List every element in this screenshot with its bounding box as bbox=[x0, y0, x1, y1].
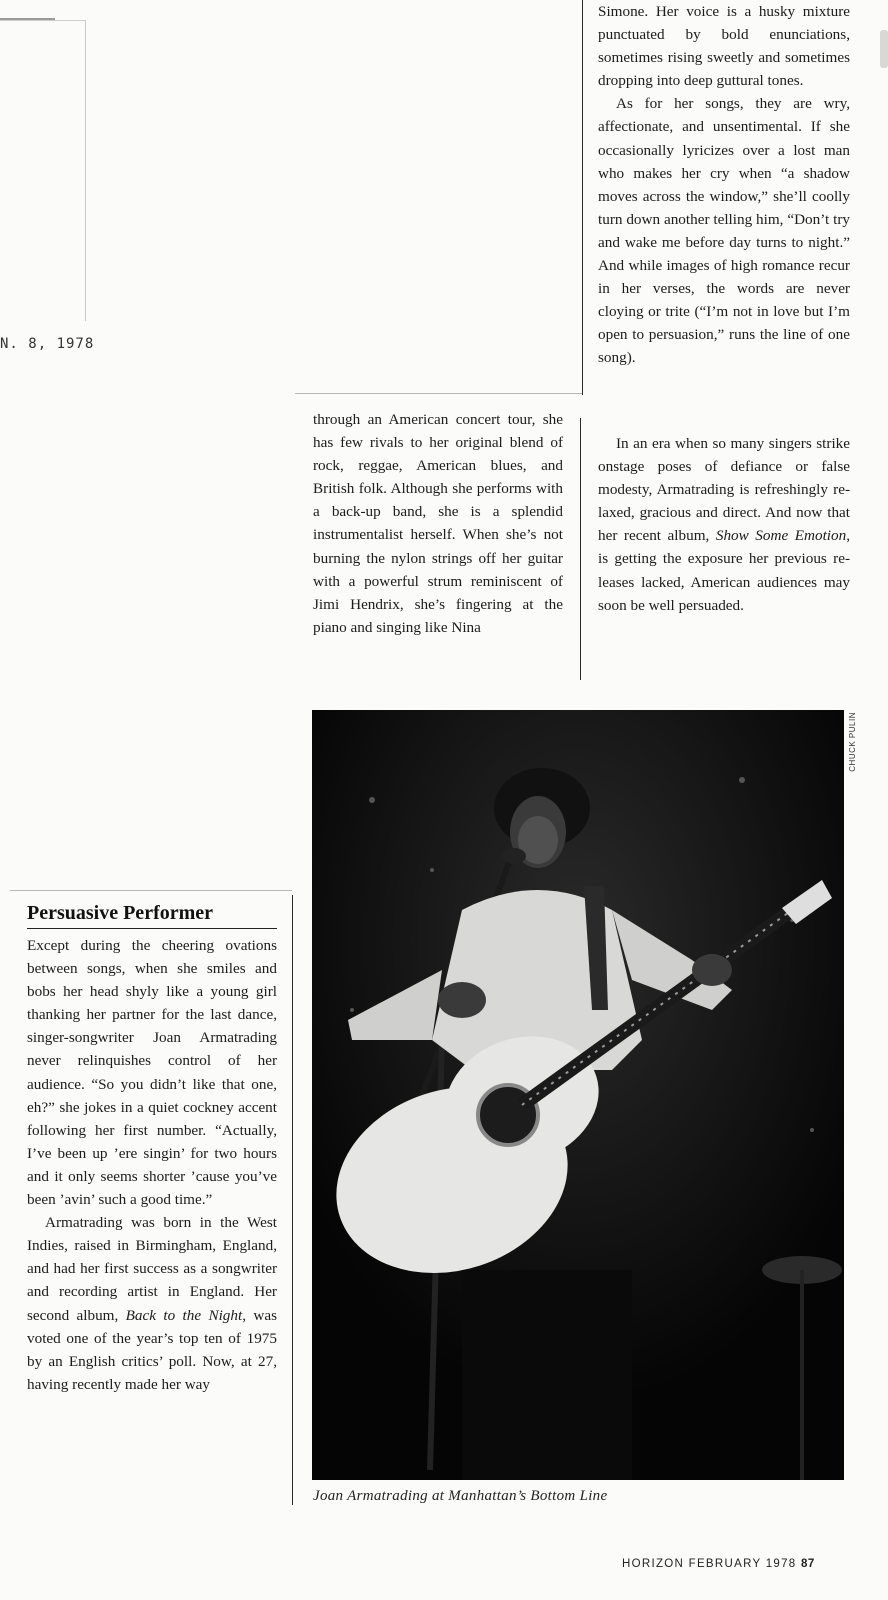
article-heading: Persuasive Performer bbox=[27, 900, 277, 929]
text-run: , was voted one of the year’s top ten of 1975 by an English critics’ poll. Now, at 27, having recently made her way bbox=[27, 1306, 277, 1393]
album-title: Show Some Emotion bbox=[715, 527, 847, 545]
performer-photo bbox=[312, 710, 844, 1480]
page-edge-mark bbox=[880, 30, 888, 68]
paragraph bbox=[27, 1211, 277, 1396]
paragraph: Simone. Her voice is a husky mixture punctuated by bold enunciations, sometimes rising sweetly and sometimes dropping into deep guttural tones. bbox=[598, 3, 850, 90]
paragraph: Except during the cheering ovations between songs, when she smiles and bobs her head shyly like a young girl thanking her partner for the last dance, singer-songwriter Joan Armatrading never relinquishes control of her audience. “So you didn’t like that one, eh?” she jokes in a quiet cockney accent following her first number. “Actually, I’ve been up ’ere singin’ for two hours and it only seems shorter ’cause you’ve been ’avin’ such a good time.” bbox=[27, 937, 277, 1209]
article-column-left bbox=[27, 934, 277, 1396]
paragraph: As for her songs, they are wry, affectionate, and unsentimental. If she occasionally lyricizes over a lost man who makes her cry when “a shadow moves across the window,” she’ll coolly turn down another telling him, “Don’t try and wake me before day turns to night.” And while images of high romance recur in her verses, the words are never cloying or trite (“I’m not in love but I’m open to persuasion,” runs the line of one song). bbox=[598, 95, 850, 367]
column-rule bbox=[292, 895, 293, 1505]
paragraph bbox=[598, 432, 850, 617]
page-number: 87 bbox=[801, 1558, 815, 1570]
handwritten-date: N. 8, 1978 bbox=[0, 336, 95, 352]
clipping-cut-line bbox=[10, 890, 292, 891]
clipping-outline bbox=[0, 20, 86, 321]
album-title: Back to the Night bbox=[125, 1306, 243, 1324]
column-rule bbox=[582, 0, 583, 395]
article-column-middle bbox=[313, 408, 563, 639]
publication-line: HORIZON FEBRUARY 1978 bbox=[622, 1558, 797, 1570]
clipping-cut-line bbox=[295, 393, 582, 394]
article-column-right-lower bbox=[598, 432, 850, 617]
page-folio bbox=[622, 1558, 815, 1570]
photo-caption: Joan Armatrading at Manhattan’s Bottom Line bbox=[313, 1488, 608, 1504]
article-column-right-top bbox=[598, 0, 850, 370]
column-rule bbox=[580, 418, 581, 680]
photo-credit: CHUCK PULIN bbox=[848, 712, 857, 772]
text-run: Armatrading was born in the West Indies, raised in Birmingham, England, and had her first success as a songwriter and recording artist in England. Her second album, bbox=[27, 1214, 277, 1324]
text-run: , is getting the exposure her previous releases lacked, American audiences may soon be well persuaded. bbox=[598, 527, 850, 614]
performer-with-guitar-photo bbox=[312, 710, 844, 1480]
text-run: In an era when so many singers strike onstage poses of defiance or false modesty, Armatrading is refreshingly relaxed, gracious and direct. And now that her recent album, bbox=[598, 435, 850, 545]
paragraph: through an American concert tour, she has few rivals to her original blend of rock, reggae, American blues, and British folk. Although she performs with a back-up band, she is a splendid instrumentalist herself. When she’s not burning the nylon strings off her guitar with a powerful strum reminiscent of Jimi Hendrix, she’s fingering at the piano and singing like Nina bbox=[313, 411, 563, 636]
